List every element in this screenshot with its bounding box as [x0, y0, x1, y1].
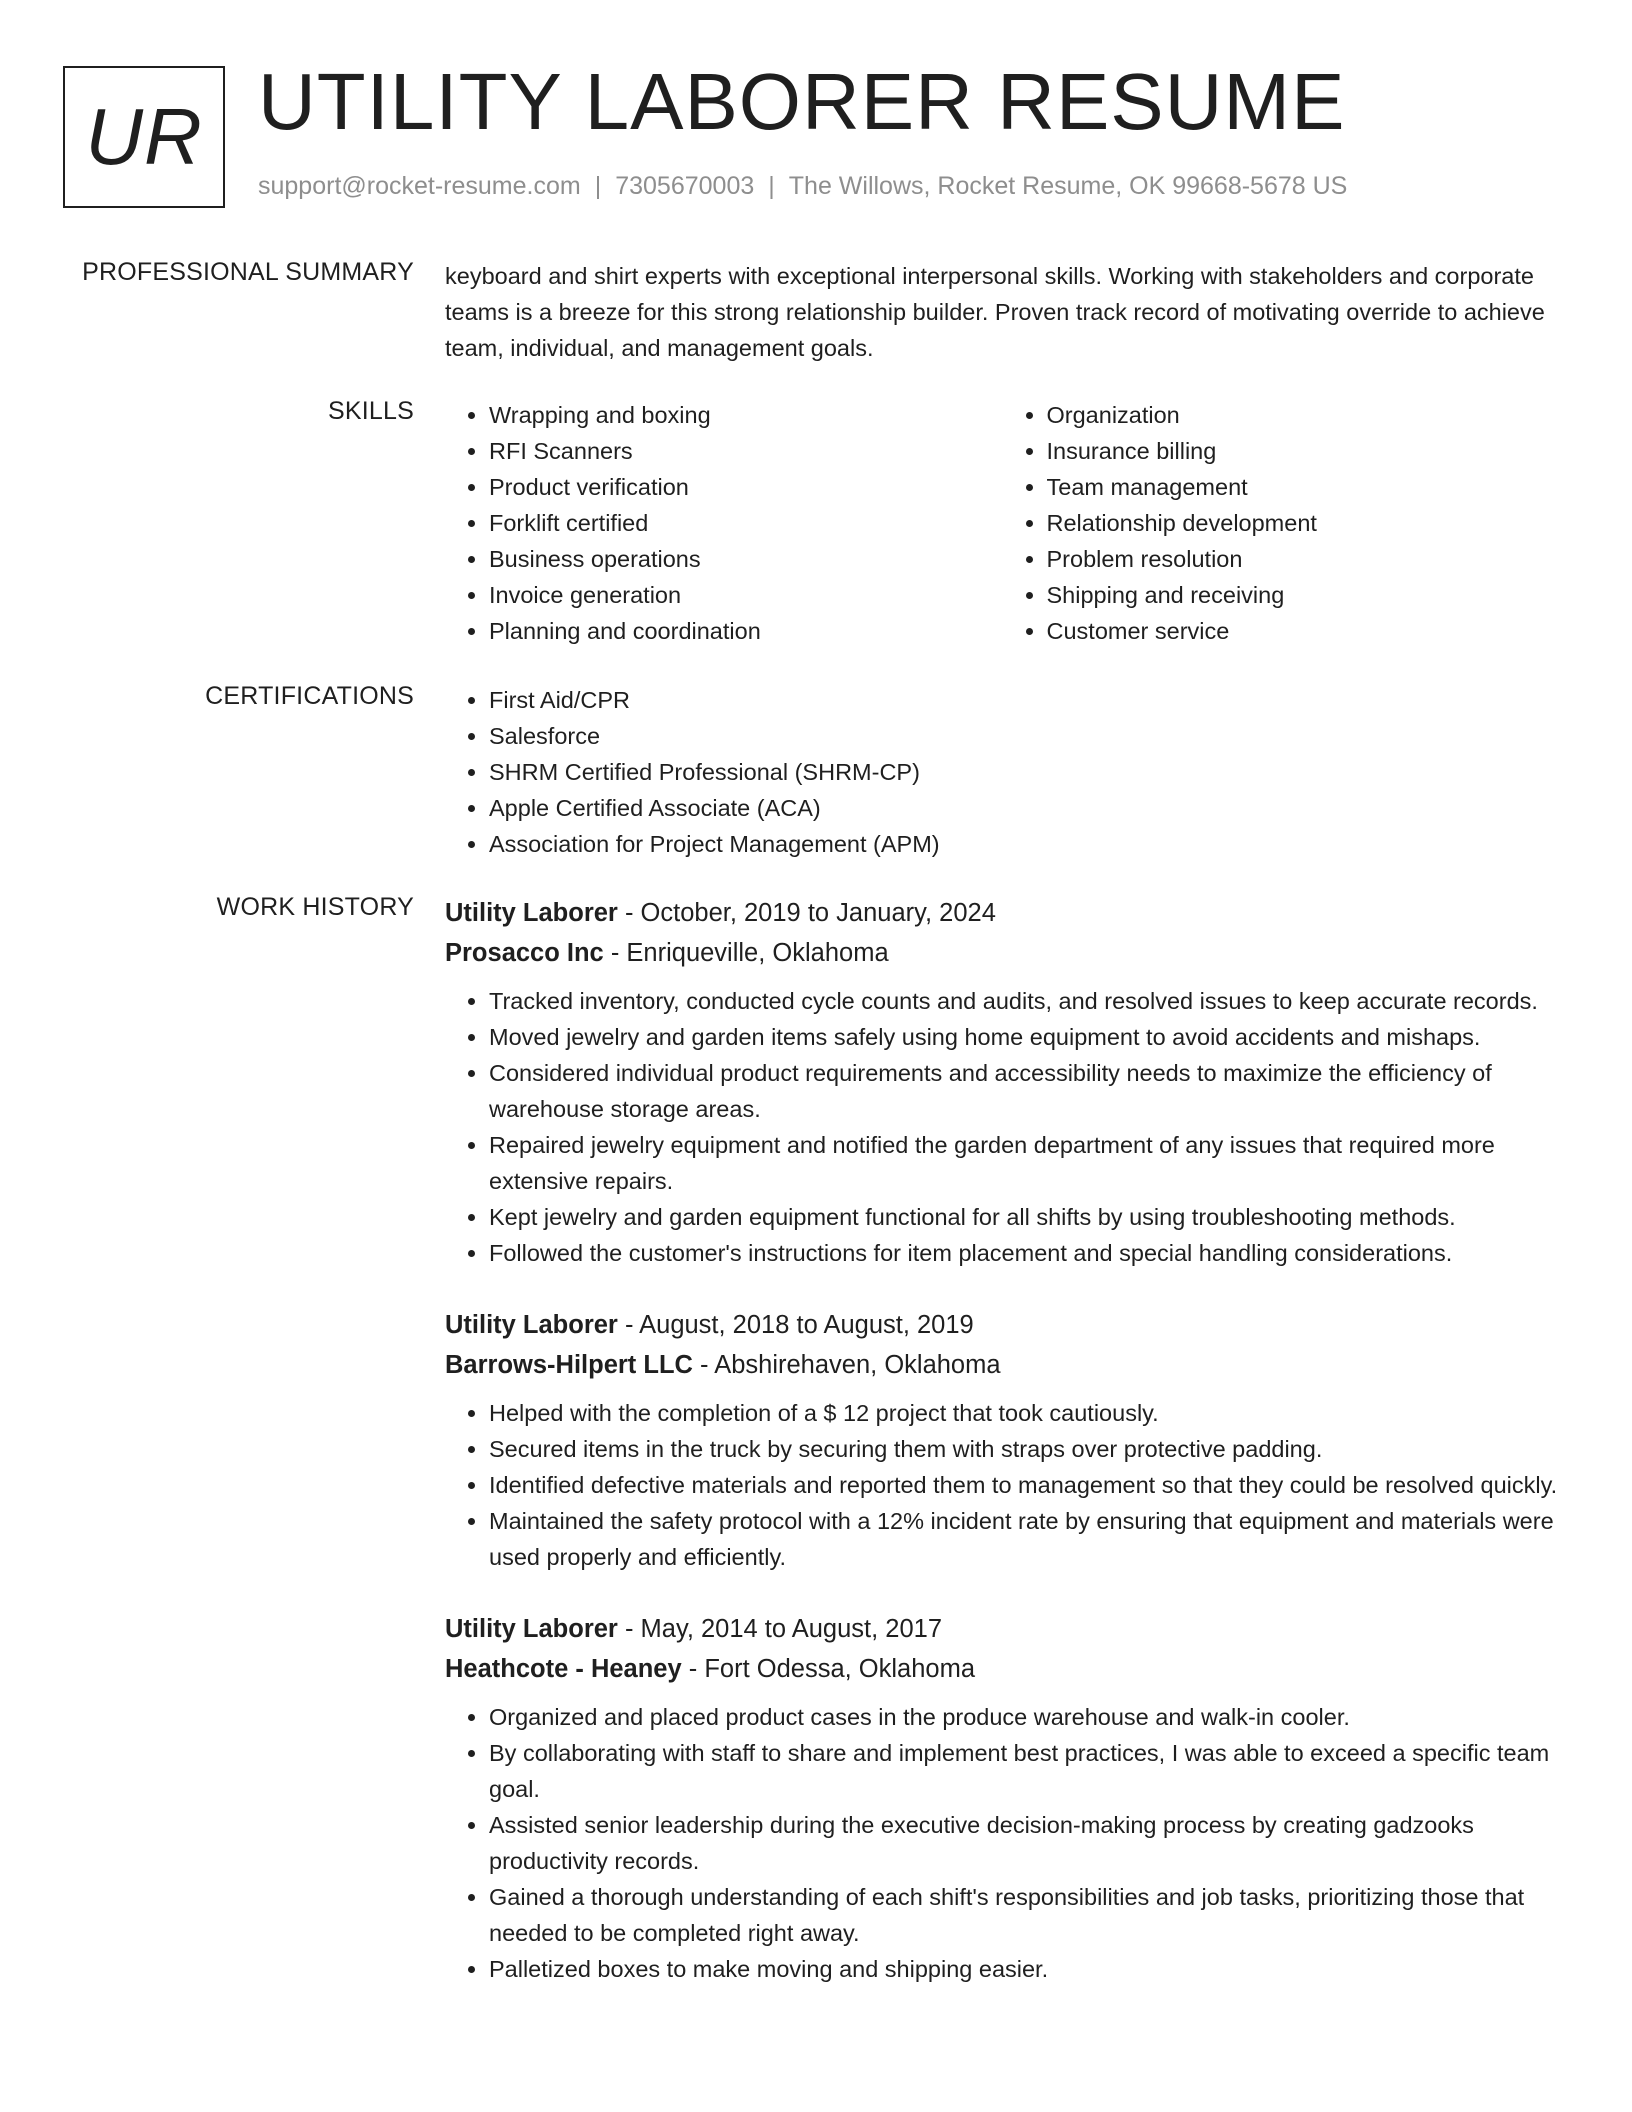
job-dates: - May, 2014 to August, 2017 [617, 1615, 943, 1643]
certifications-list [445, 682, 1560, 862]
certifications-body [445, 682, 1560, 862]
job-bullet: • Moved jewelry and garden items safely using home equipment to avoid accidents and mishaps. [489, 1019, 1560, 1055]
job-bullets [445, 983, 1560, 1271]
resume-title: UTILITY LABORER RESUME [258, 57, 1346, 146]
job-title: Utility Laborer [445, 899, 618, 927]
job-bullet: • Maintained the safety protocol with a 12% incident rate by ensuring that equipment and materials were used properly and efficiently. [489, 1503, 1560, 1575]
section-label-skills: SKILLS [328, 397, 414, 425]
skill-item: • Customer service [1047, 613, 1561, 649]
skill-item: • Relationship development [1047, 505, 1561, 541]
certification-item: • SHRM Certified Professional (SHRM-CP) [489, 754, 1560, 790]
job-location: - Abshirehaven, Oklahoma [692, 1351, 1001, 1379]
job-title-line [445, 893, 1560, 933]
job-company-line [445, 1345, 1560, 1385]
skill-item: • Planning and coordination [489, 613, 1003, 649]
contact-separator: | [768, 172, 775, 200]
job-title: Utility Laborer [445, 1311, 618, 1339]
job-bullet: • Considered individual product requirements and accessibility needs to maximize the efficiency of warehouse storage areas. [489, 1055, 1560, 1127]
job-bullet: • Helped with the completion of a $ 12 project that took cautiously. [489, 1395, 1560, 1431]
job-dates: - October, 2019 to January, 2024 [617, 899, 996, 927]
job-company-line [445, 933, 1560, 973]
job-location: - Fort Odessa, Oklahoma [681, 1655, 976, 1683]
contact-phone: 7305670003 [615, 172, 755, 200]
skill-item: • Business operations [489, 541, 1003, 577]
job-bullet: • Secured items in the truck by securing them with straps over protective padding. [489, 1431, 1560, 1467]
skill-item: • Insurance billing [1047, 433, 1561, 469]
job-bullet: • Tracked inventory, conducted cycle counts and audits, and resolved issues to keep accurate records. [489, 983, 1560, 1019]
work-history-body [445, 893, 1560, 2021]
certification-item: • Apple Certified Associate (ACA) [489, 790, 1560, 826]
job-bullet: • Repaired jewelry equipment and notified the garden department of any issues that required more extensive repairs. [489, 1127, 1560, 1199]
job-company: Heathcote - Heaney [445, 1655, 682, 1683]
job-bullet: • Organized and placed product cases in the produce warehouse and walk-in cooler. [489, 1699, 1560, 1735]
certification-item: • First Aid/CPR [489, 682, 1560, 718]
job-company: Barrows-Hilpert LLC [445, 1351, 693, 1379]
skill-item: • Shipping and receiving [1047, 577, 1561, 613]
job-title-line [445, 1609, 1560, 1649]
section-label-work-history: WORK HISTORY [216, 893, 414, 921]
skill-item: • RFI Scanners [489, 433, 1003, 469]
skill-item: • Team management [1047, 469, 1561, 505]
job-company-line [445, 1649, 1560, 1689]
certification-item: • Salesforce [489, 718, 1560, 754]
skills-body [445, 397, 1560, 649]
certification-item: • Association for Project Management (APM) [489, 826, 1560, 862]
job-dates: - August, 2018 to August, 2019 [617, 1311, 974, 1339]
job-title-line [445, 1305, 1560, 1345]
contact-email: support@rocket-resume.com [258, 172, 581, 200]
section-label-summary: PROFESSIONAL SUMMARY [82, 258, 414, 286]
job-title: Utility Laborer [445, 1615, 618, 1643]
job-entry [445, 1305, 1560, 1575]
job-bullet: • Kept jewelry and garden equipment functional for all shifts by using troubleshooting methods. [489, 1199, 1560, 1235]
job-bullet: • Gained a thorough understanding of each shift's responsibilities and job tasks, prioritizing those that needed to be completed right away. [489, 1879, 1560, 1951]
job-location: - Enriqueville, Oklahoma [603, 939, 889, 967]
skill-item: • Forklift certified [489, 505, 1003, 541]
job-bullet: • Identified defective materials and reported them to management so that they could be resolved quickly. [489, 1467, 1560, 1503]
skill-item: • Invoice generation [489, 577, 1003, 613]
skills-list-left [445, 397, 1003, 649]
job-bullet: • Assisted senior leadership during the executive decision-making process by creating gadzooks productivity records. [489, 1807, 1560, 1879]
job-bullet: • Followed the customer's instructions for item placement and special handling considerations. [489, 1235, 1560, 1271]
skill-item: • Organization [1047, 397, 1561, 433]
job-bullet: • Palletized boxes to make moving and shipping easier. [489, 1951, 1560, 1987]
job-company: Prosacco Inc [445, 939, 604, 967]
skill-item: • Wrapping and boxing [489, 397, 1003, 433]
job-entry [445, 893, 1560, 1271]
skills-list-right [1003, 397, 1561, 649]
job-entry [445, 1609, 1560, 1987]
job-bullets [445, 1395, 1560, 1575]
job-bullets [445, 1699, 1560, 1987]
contact-separator: | [594, 172, 602, 200]
job-bullet: • By collaborating with staff to share and implement best practices, I was able to exceed a specific team goal. [489, 1735, 1560, 1807]
contact-address: The Willows, Rocket Resume, OK 99668-5678 US [788, 172, 1348, 200]
monogram-initials: UR [85, 92, 203, 181]
summary-text: keyboard and shirt experts with exceptional interpersonal skills. Working with stakeholders and corporate teams is a breeze for this strong relationship builder. Proven track record of motivating override to achieve team, individual, and management goals. [445, 263, 1545, 361]
contact-line [258, 172, 1347, 201]
section-label-certifications: CERTIFICATIONS [205, 682, 414, 710]
skill-item: • Product verification [489, 469, 1003, 505]
skills-columns [445, 397, 1560, 649]
monogram-box [63, 66, 225, 208]
skill-item: • Problem resolution [1047, 541, 1561, 577]
summary-body [445, 258, 1560, 366]
